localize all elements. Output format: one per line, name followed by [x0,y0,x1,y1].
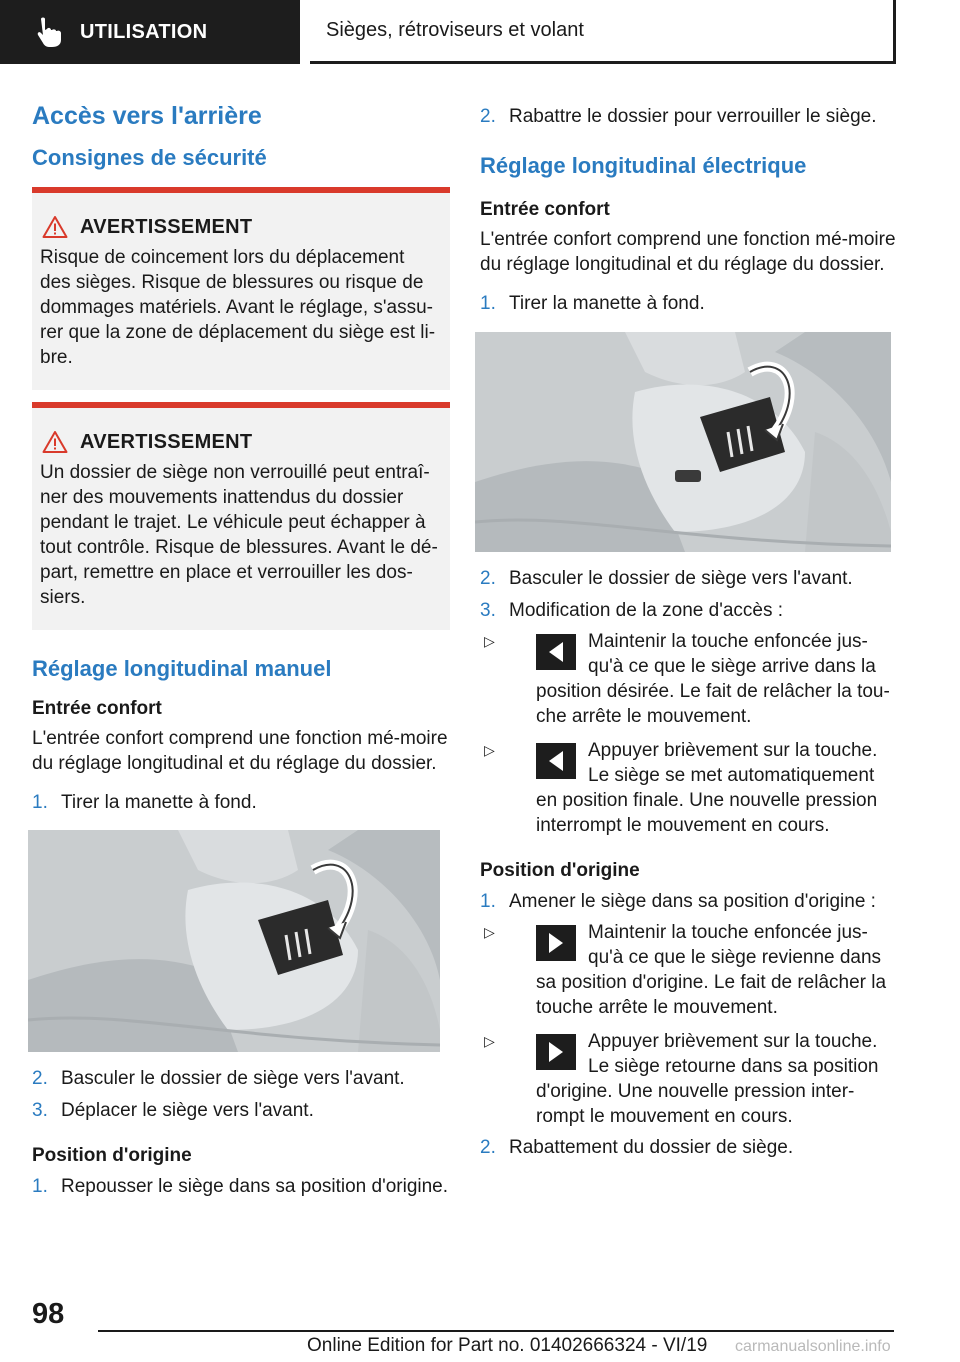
warning-label: AVERTISSEMENT [80,430,253,453]
right-column [480,100,898,1160]
list-item: 2. Rabattre le dossier pour verrouiller le siège. [480,106,877,127]
electric-adjustment-heading: Réglage longitudinal électrique [480,153,807,178]
footer-edition: Online Edition for Part no. 01402666324 - VI/19 [307,1335,708,1356]
triangle-bullet-icon: ▷ [484,633,495,649]
watermark: carmanualsonline.info [735,1338,891,1355]
page-number: 98 [32,1298,65,1330]
list-subitem: ▷ Maintenir la touche enfoncée jus-qu'à ce que le siège arrive dans la position désirée. Le fait de relâcher la tou-che arrête le mouvement. [484,631,890,727]
list-item: 1. Tirer la manette à fond. [32,792,257,813]
origin-position-heading: Position d'origine [32,1145,192,1166]
warning-triangle-icon [42,215,68,239]
comfort-entry-text: L'entrée confort comprend une fonction mé-moire du réglage longitudinal et du réglage du dossier. [32,728,448,774]
list-item: 3. Modification de la zone d'accès : [480,600,784,621]
comfort-entry-heading: Entrée confort [32,698,162,719]
header-chapter [310,0,896,64]
button-backward-icon [536,925,576,961]
button-forward-icon [536,634,576,670]
list-item: 1. Amener le siège dans sa position d'origine : [480,891,876,912]
triangle-bullet-icon: ▷ [484,1033,495,1049]
header-section-tab [0,0,300,64]
warning-box [32,402,450,630]
list-item: 2. Rabattement du dossier de siège. [480,1137,794,1158]
warning-text: Un dossier de siège non verrouillé peut entraî-ner des mouvements inattendus du dossier pendant le trajet. Le véhicule peut échapper à tout contrôle. Risque de blessures. Avant le dé-part, remettre en place et verrouiller les dos-siers. [40,462,438,608]
seat-lever-photo [28,830,440,1052]
comfort-entry-text: L'entrée confort comprend une fonction mé-moire du réglage longitudinal et du réglage du dossier. [480,229,896,275]
list-item: 2. Basculer le dossier de siège vers l'avant. [480,568,853,589]
left-column [32,100,450,1199]
warning-label: AVERTISSEMENT [80,215,253,238]
button-backward-icon [536,1034,576,1070]
list-subitem: ▷ Appuyer brièvement sur la touche. Le siège se met automatiquement en position finale. Une nouvelle pression interrompt le mouvement en cours. [484,740,878,836]
list-item: 2. Basculer le dossier de siège vers l'avant. [32,1068,405,1089]
button-forward-icon [536,743,576,779]
warning-text: Risque de coincement lors du déplacement des sièges. Risque de blessures ou risque de dommages matériels. Avant le réglage, s'assu-rer que la zone de déplacement du siège est li-bre. [40,247,436,368]
warning-box [32,187,450,390]
triangle-bullet-icon: ▷ [484,924,495,940]
list-item: 3. Déplacer le siège vers l'avant. [32,1100,314,1121]
warning-triangle-icon [42,430,68,454]
footer-divider [98,1330,894,1332]
hand-pointer-icon [30,15,64,49]
list-subitem: ▷ Maintenir la touche enfoncée jus-qu'à ce que le siège revienne dans sa position d'origine. Le fait de relâcher la touche arrête le mouvement. [484,922,887,1018]
header-section-label: UTILISATION [80,20,208,43]
safety-heading: Consignes de sécurité [32,145,267,170]
triangle-bullet-icon: ▷ [484,742,495,758]
list-item: 1. Repousser le siège dans sa position d'origine. [32,1176,449,1197]
comfort-entry-heading: Entrée confort [480,199,610,220]
header-chapter-label: Sièges, rétroviseurs et volant [326,19,584,41]
page-title: Accès vers l'arrière [32,102,262,130]
manual-adjustment-heading: Réglage longitudinal manuel [32,656,332,681]
list-item: 1. Tirer la manette à fond. [480,293,705,314]
origin-position-heading: Position d'origine [480,860,640,881]
list-subitem: ▷ Appuyer brièvement sur la touche. Le siège retourne dans sa position d'origine. Une nouvelle pression inter-rompt le mouvement en cours. [484,1031,879,1127]
seat-lever-photo [475,332,891,552]
